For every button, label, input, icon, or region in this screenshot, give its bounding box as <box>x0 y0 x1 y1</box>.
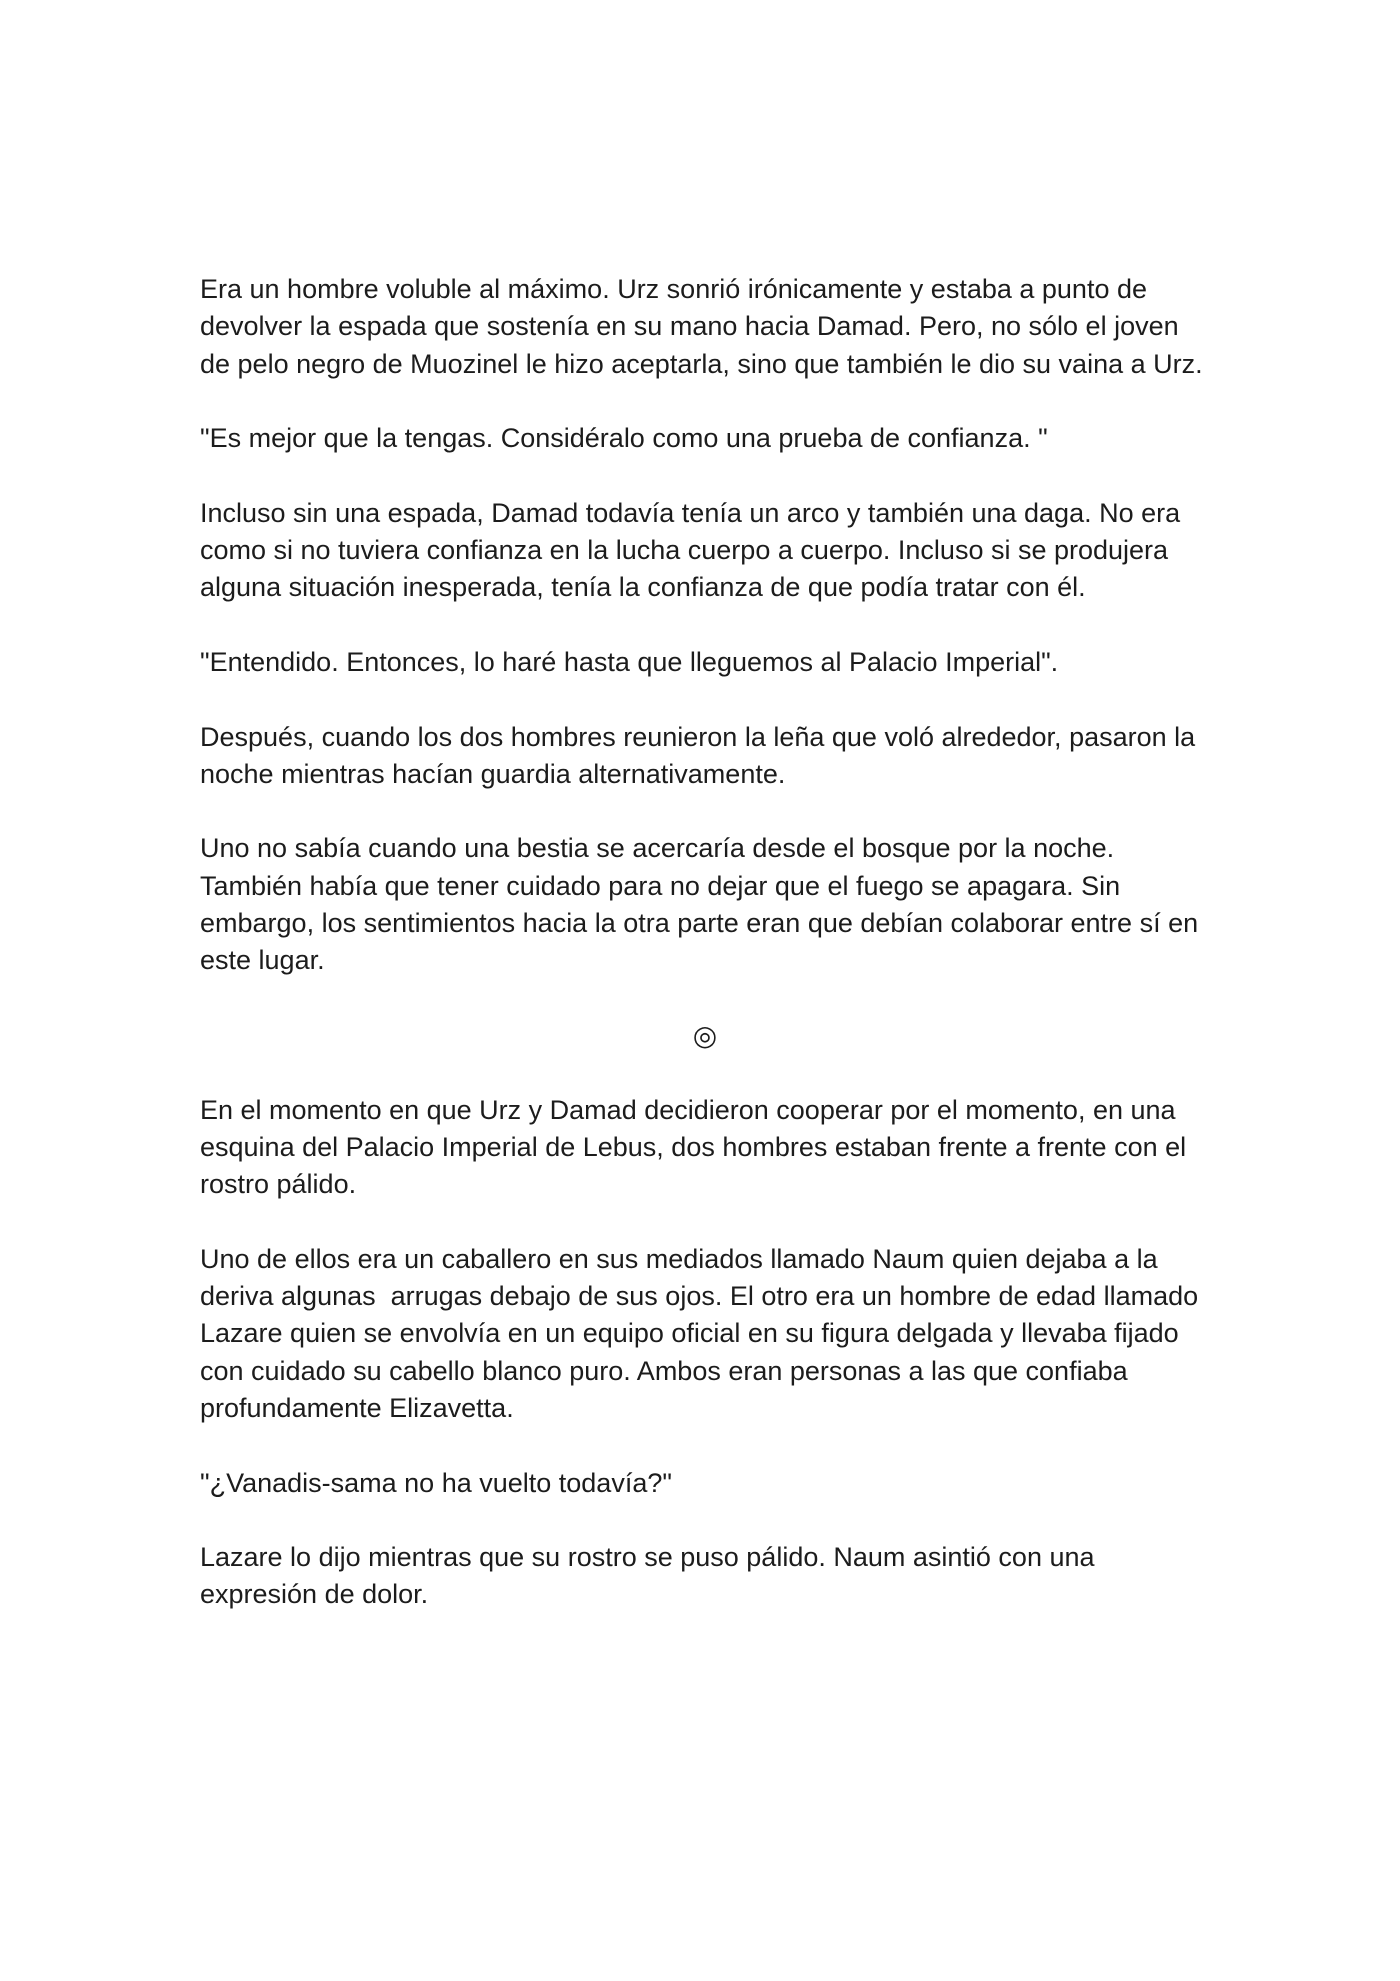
scene-separator: ◎ <box>692 1018 718 1052</box>
paragraph: Después, cuando los dos hombres reunieron la leña que voló alrededor, pasaron la noche mientras hacían guardia alternativamente. <box>200 721 1203 789</box>
paragraph: Uno de ellos era un caballero en sus mediados llamado Naum quien dejaba a la deriva algunas arrugas debajo de sus ojos. El otro era un hombre de edad llamado Lazare quien se envolvía en un equipo oficial en su figura delgada y llevaba fijado con cuidado su cabello blanco puro. Ambos eran personas a las que confiaba profundamente Elizavetta. <box>200 1243 1206 1423</box>
text-body <box>200 271 1210 1651</box>
dialogue-paragraph: "¿Vanadis-sama no ha vuelto todavía?" <box>200 1467 672 1498</box>
dialogue-paragraph: "Es mejor que la tengas. Considéralo como una prueba de confianza. " <box>200 423 1048 454</box>
paragraph: En el momento en que Urz y Damad decidieron cooperar por el momento, en una esquina del Palacio Imperial de Lebus, dos hombres estaban frente a frente con el rostro pálido. <box>200 1094 1194 1200</box>
dialogue-paragraph: "Entendido. Entonces, lo haré hasta que lleguemos al Palacio Imperial". <box>200 646 1059 677</box>
paragraph: Incluso sin una espada, Damad todavía tenía un arco y también una daga. No era como si no tuviera confianza en la lucha cuerpo a cuerpo. Incluso si se produjera alguna situación inesperada, tenía la confianza de que podía tratar con él. <box>200 497 1188 603</box>
paragraph: Uno no sabía cuando una bestia se acercaría desde el bosque por la noche. También había que tener cuidado para no dejar que el fuego se apagara. Sin embargo, los sentimientos hacia la otra parte eran que debían colaborar entre sí en este lugar. <box>200 833 1206 976</box>
paragraph: Era un hombre voluble al máximo. Urz sonrió irónicamente y estaba a punto de devolver la espada que sostenía en su mano hacia Damad. Pero, no sólo el joven de pelo negro de Muozinel le hizo aceptarla, sino que también le dio su vaina a Urz. <box>200 274 1203 379</box>
paragraph: Lazare lo dijo mientras que su rostro se puso pálido. Naum asintió con una expresión de dolor. <box>200 1542 1103 1610</box>
